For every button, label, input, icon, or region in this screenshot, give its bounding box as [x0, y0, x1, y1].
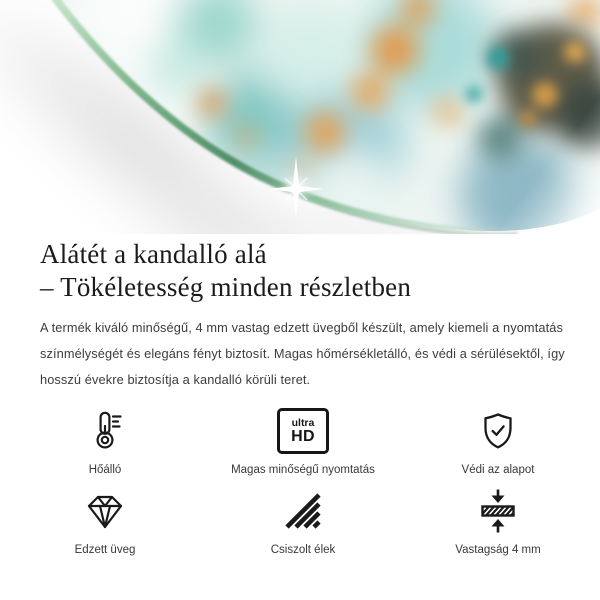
feature-thickness: [436, 486, 560, 556]
feature-protects-base: [436, 406, 560, 476]
uhd-text-top: ultra: [291, 416, 315, 429]
features-grid: [40, 406, 560, 556]
feature-heat-resistant: [40, 406, 170, 476]
feature-label: Vastagság 4 mm: [455, 544, 541, 556]
title-line-2: – Tökéletesség minden részletben: [40, 272, 412, 302]
shield-check-icon: [478, 406, 518, 456]
thickness-icon: [478, 486, 518, 536]
diamond-icon: [83, 486, 127, 536]
feature-print-quality: [170, 406, 436, 476]
feature-label: Hőálló: [88, 464, 122, 476]
uhd-text-bottom: HD: [291, 427, 315, 445]
feature-tempered-glass: [40, 486, 170, 556]
polished-edge-icon: [283, 486, 323, 536]
feature-polished-edges: [170, 486, 436, 556]
product-info-section: [0, 238, 600, 556]
product-image: [0, 0, 600, 234]
product-hero: [0, 0, 600, 234]
feature-label: Csiszolt élek: [270, 544, 336, 556]
product-description: A termék kiváló minőségű, 4 mm vastag edzett üvegből készült, amely kiemeli a nyomtatás színmélységét és elegáns fényt biztosít. Magas hőmérsékletálló, és védi a sérülésektől, így hosszú évekre biztosítja a kandalló körüli teret.: [40, 320, 565, 387]
feature-label: Edzett üveg: [74, 544, 136, 556]
thermometer-icon: [85, 406, 125, 456]
feature-label: Magas minőségű nyomtatás: [231, 464, 375, 476]
page-title: [40, 238, 560, 304]
title-line-1: Alátét a kandalló alá: [40, 239, 267, 269]
ultra-hd-icon: [277, 406, 329, 456]
feature-label: Védi az alapot: [461, 464, 535, 476]
